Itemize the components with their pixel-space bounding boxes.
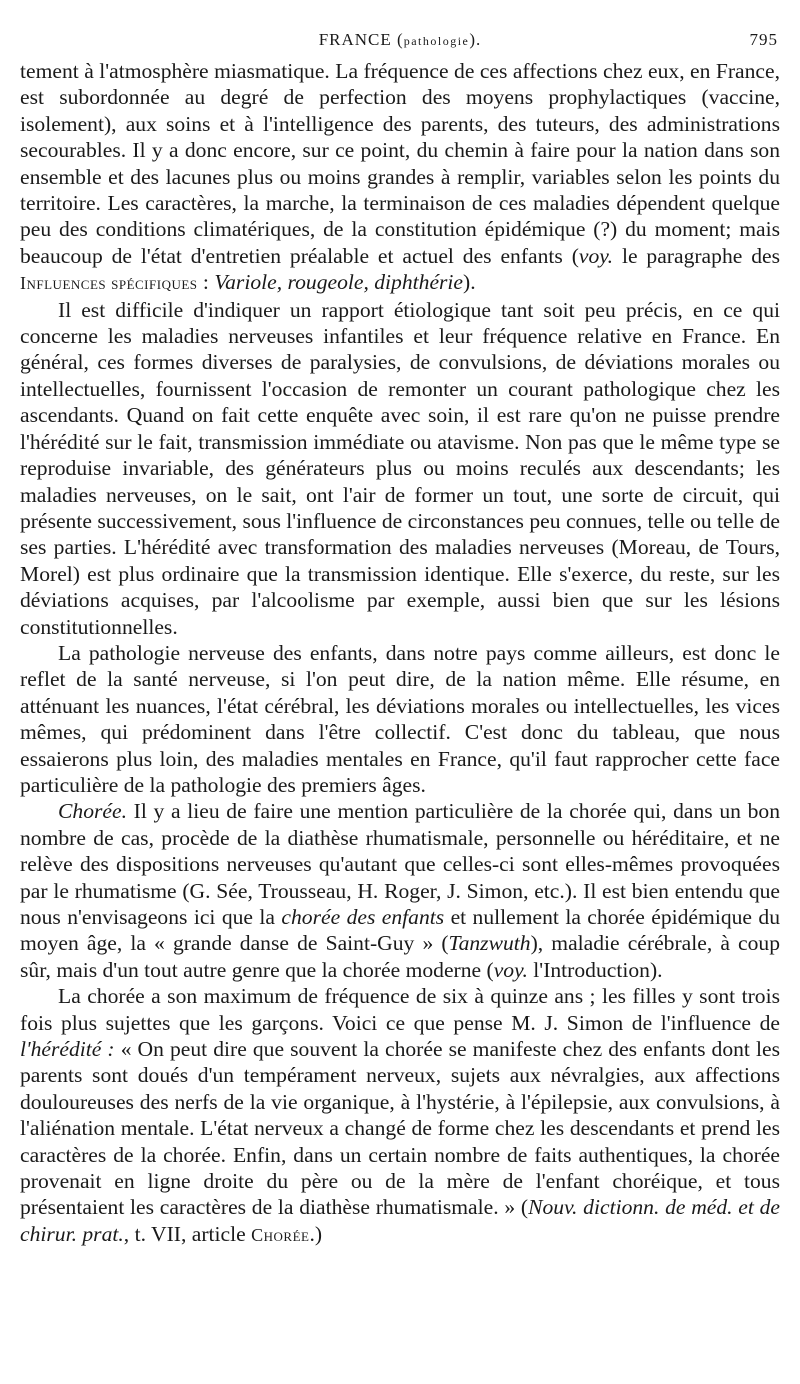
p1-text-d: ). xyxy=(463,270,476,295)
p4-italic-2: Tanzwuth xyxy=(448,931,531,956)
p4-italic-1: chorée des enfants xyxy=(281,905,445,929)
p1-smallcaps: Influences spécifiques xyxy=(20,273,198,294)
p5-text-b: « On peut dire que souvent la chorée se manifeste chez des enfants dont les parents sont doués d'un tempérament nerveux, sujets aux névralgies, aux affections douloureuses des nerfs de la vie organique, à l'hystérie, à l'épilepsie, aux convulsions, à l'aliénation mentale. L'état nerveux a changé de forme chez les descendants et prend les caractères de la chorée. Enfin, dans un certain nombre de faits authentiques, la chorée provenait en ligne droite du père ou de la mère de l'enfant choréique, et tous présentaient les caractères de la diathèse rhumatismale. » ( xyxy=(20,1037,780,1220)
paragraph-5 xyxy=(20,983,780,1248)
p1-voy: voy. xyxy=(578,243,614,268)
p1-italic: Variole, rougeole, diphthérie xyxy=(214,270,464,295)
running-title-main: FRANCE xyxy=(318,30,392,49)
p4-text-d: l'Introduction). xyxy=(527,957,663,982)
p1-text-b: le paragraphe des xyxy=(613,243,780,268)
p4-text-c: ), maladie cérébrale, à coup sûr, mais d'un tout autre genre que la chorée moderne ( xyxy=(20,931,781,982)
p5-text-a: La chorée a son maximum de fréquence de six à quinze ans ; les filles y sont trois fois plus sujettes que les garçons. Voici ce que pense M. J. Simon de l'influence de xyxy=(20,984,780,1035)
paragraph-3: La pathologie nerveuse des enfants, dans notre pays comme ailleurs, est donc le reflet de la santé nerveuse, si l'on peut dire, de la nation même. Elle résume, en atténuant les nuances, l'état cérébral, les déviations morales ou intellectuelles, les vices mêmes, qui prédominent dans l'être collectif. C'est donc du tableau, que nous essaierons plus loin, des maladies mentales en France, qu'il faut rapprocher cette face particulière de la pathologie des premiers âges. xyxy=(20,640,780,797)
p4-text-a: Il y a lieu de faire une mention particulière de la chorée qui, dans un bon nombre de cas, procède de la diathèse rhumatismale, personnelle ou héréditaire, et ne relève des dispositions nerveuses qu'autant que celles-ci sont elles-mêmes provoquées par le rhumatisme (G. Sée, Trousseau, H. Roger, J. Simon, etc.). Il est bien entendu que nous n'envisageons ici que la xyxy=(20,799,780,929)
p5-italic-2: Nouv. dictionn. de méd. et de chirur. prat. xyxy=(20,1195,780,1246)
p4-lead-heading: Chorée. xyxy=(58,799,127,824)
p5-smallcaps: Chorée xyxy=(251,1224,310,1245)
paragraph-4 xyxy=(20,798,780,983)
p4-voy: voy. xyxy=(493,957,528,982)
p5-italic-1: l'hérédité : xyxy=(20,1037,115,1062)
p5-text-d: .) xyxy=(309,1221,323,1246)
running-title-sub: pathologie xyxy=(403,34,470,48)
p4-text-b: et nullement la chorée épidémique du moyen âge, la « grande danse de Saint-Guy » ( xyxy=(20,905,780,956)
p1-text-c: : xyxy=(197,270,215,295)
paragraph-2: Il est difficile d'indiquer un rapport étiologique tant soit peu précis, en ce qui concerne les maladies nerveuses infantiles et leur fréquence relative en France. En général, ces formes diverses de paralysies, de convulsions, de déviations morales ou intellectuelles, fournissent l'occasion de remonter un courant pathologique chez les ascendants. Quand on fait cette enquête avec soin, il est rare qu'on ne puisse prendre l'hérédité sur le fait, transmission immédiate ou atavisme. Non pas que le même type se reproduise invariable, des générateurs plus ou moins reculés aux descendants; les maladies nerveuses, on le sait, ont l'air de former un tout, une sorte de circuit, qui présente successivement, sous l'influence de circonstances peu connues, telle ou telle de ses parties. L'hérédité avec transformation des maladies nerveuses (Moreau, de Tours, Morel) est plus ordinaire que la transmission identique. Elle s'exerce, du reste, sur les déviations acquises, par l'alcoolisme par exemple, aussi bien que sur les lésions constitutionnelles. xyxy=(20,297,780,639)
running-head xyxy=(20,28,780,58)
p1-text-a: tement à l'atmosphère miasmatique. La fréquence de ces affections chez eux, en France, est subordonnée au degré de perfection des moyens prophylactiques (vaccine, isolement), aux soins et à l'intelligence des parents, des tuteurs, des administrations secourables. Il y a donc encore, sur ce point, du chemin à faire pour la nation dans son ensemble et des lacunes plus ou moins grandes à remplir, variables selon les points du territoire. Les caractères, la marche, la terminaison de ces maladies dépendent quelque peu des conditions climatériques, de la constitution épidémique (?) du moment; mais beaucoup de l'état d'entretien préalable et actuel des enfants ( xyxy=(20,59,780,268)
page-number: 795 xyxy=(749,30,778,49)
p5-text-c: , t. VII, article xyxy=(123,1221,252,1246)
book-page xyxy=(20,28,780,1248)
paragraph-1 xyxy=(20,58,780,297)
running-title: FRANCE (pathologie). xyxy=(318,30,482,49)
